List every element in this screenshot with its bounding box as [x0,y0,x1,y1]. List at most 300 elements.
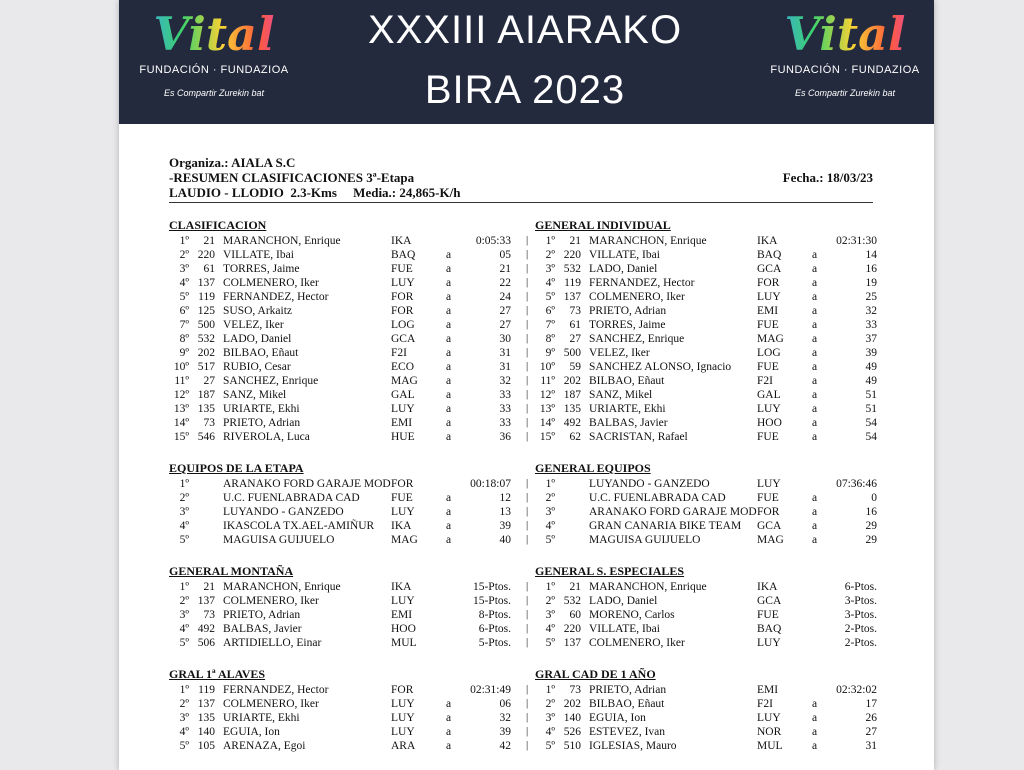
cell-value: 0 [871,492,877,504]
cell-dorsal: 140 [563,712,581,724]
cell-value: 33 [499,417,511,429]
cell-name: URIARTE, Ekhi [589,403,666,415]
cell-name: TORRES, Jaime [589,319,666,331]
section-title: EQUIPOS DE LA ETAPA [169,461,304,475]
cell-team: MAG [391,534,418,546]
cell-name: VILLATE, Ibai [589,249,660,261]
cell-team: F2I [757,698,773,710]
column-separator: | [526,622,529,634]
cell-a: a [812,305,818,317]
cell-dorsal: 62 [569,431,581,443]
cell-dorsal: 119 [198,291,215,303]
cell-pos: 4º [179,520,189,532]
cell-pos: 5º [545,291,555,303]
cell-a: a [446,291,452,303]
cell-name: MARANCHON, Enrique [223,581,341,593]
cell-a: a [446,263,452,275]
cell-dorsal: 220 [563,249,581,261]
cell-value: 27 [865,726,877,738]
cell-pos: 5º [545,740,555,752]
cell-pos: 1º [179,235,189,247]
table-row [169,636,514,650]
column-separator: | [526,739,529,751]
cell-value: 8-Ptos. [478,609,511,621]
cell-dorsal: 506 [197,637,215,649]
cell-team: LUY [391,698,415,710]
table-row [169,725,514,739]
cell-team: LUY [391,277,415,289]
table-row [169,622,514,636]
column-separator: | [526,697,529,709]
cell-pos: 1º [545,478,555,490]
cell-name: ARANAKO FORD GARAJE MOD [223,478,391,490]
logo-tagline: Es Compartir Zurekin bat [794,88,896,98]
table-row [535,739,880,753]
section-title: GENERAL MONTAÑA [169,564,294,578]
column-separator: | [526,388,529,400]
table-row [535,248,880,262]
cell-name: LUYANDO - GANZEDO [589,478,710,490]
cell-name: PRIETO, Adrian [589,684,667,696]
cell-a: a [812,347,818,359]
cell-name: BALBAS, Javier [223,623,302,635]
cell-name: FERNANDEZ, Hector [223,291,329,303]
cell-value: 36 [499,431,511,443]
cell-team: FOR [391,684,414,696]
cell-a: a [446,534,452,546]
table-row [535,725,880,739]
cell-a: a [446,506,452,518]
table-row [535,636,880,650]
table-row [169,332,514,346]
cell-value: 02:32:02 [836,684,877,696]
table-row [535,519,880,533]
table-row [169,290,514,304]
section-title: GENERAL INDIVIDUAL [535,218,671,232]
cell-team: EMI [757,684,779,696]
cell-pos: 4º [179,623,189,635]
cell-name: VELEZ, Iker [223,319,284,331]
cell-pos: 10º [173,361,189,373]
cell-dorsal: 119 [198,684,215,696]
logo-tagline: Es Compartir Zurekin bat [163,88,265,98]
cell-a: a [812,319,818,331]
column-separator: | [526,594,529,606]
cell-team: NOR [757,726,782,738]
cell-value: 3-Ptos. [844,609,877,621]
table-row [169,608,514,622]
cell-pos: 2º [545,595,555,607]
cell-name: FERNANDEZ, Hector [223,684,329,696]
column-separator: | [526,725,529,737]
cell-team: MUL [757,740,783,752]
cell-a: a [446,305,452,317]
cell-pos: 3º [179,712,189,724]
cell-team: GCA [757,595,782,607]
cell-a: a [446,319,452,331]
cell-a: a [812,534,818,546]
cell-pos: 1º [179,684,189,696]
cell-name: TORRES, Jaime [223,263,300,275]
cell-a: a [446,492,452,504]
logo-brand: Vital [134,6,294,62]
cell-pos: 5º [545,637,555,649]
table-row [535,346,880,360]
cell-dorsal: 135 [197,403,215,415]
column-separator: | [526,533,529,545]
table-row [535,430,880,444]
cell-name: LUYANDO - GANZEDO [223,506,344,518]
column-separator: | [526,636,529,648]
cell-name: URIARTE, Ekhi [223,712,300,724]
event-title [290,0,760,120]
table-row [169,697,514,711]
section-title: GENERAL S. ESPECIALES [535,564,685,578]
cell-pos: 7º [179,319,189,331]
column-separator: | [526,360,529,372]
cell-team: HOO [391,623,416,635]
cell-a: a [812,375,818,387]
cell-dorsal: 27 [203,375,215,387]
cell-pos: 9º [545,347,555,359]
cell-dorsal: 119 [564,277,581,289]
cell-dorsal: 546 [197,431,215,443]
cell-a: a [812,417,818,429]
cell-name: VELEZ, Iker [589,347,650,359]
section-gral-alaves [169,667,514,753]
cell-team: LUY [757,291,781,303]
column-separator: | [526,608,529,620]
cell-team: HUE [391,431,415,443]
cell-name: VILLATE, Ibai [589,623,660,635]
cell-value: 0:05:33 [475,235,511,247]
cell-dorsal: 202 [197,347,215,359]
cell-team: IKA [757,235,778,247]
cell-name: FERNANDEZ, Hector [589,277,695,289]
table-row [535,388,880,402]
table-row [169,477,514,491]
cell-pos: 4º [545,277,555,289]
cell-dorsal: 187 [563,389,581,401]
section-general-individual [535,218,880,444]
cell-value: 54 [865,417,877,429]
cell-team: FUE [757,319,779,331]
cell-pos: 5º [179,740,189,752]
cell-team: GCA [757,263,782,275]
section-title: GENERAL EQUIPOS [535,461,651,475]
cell-pos: 4º [545,520,555,532]
cell-team: FUE [757,361,779,373]
cell-pos: 6º [179,305,189,317]
cell-value: 42 [499,740,511,752]
cell-name: BILBAO, Eñaut [223,347,299,359]
cell-dorsal: 137 [197,595,215,607]
cell-dorsal: 532 [563,263,581,275]
table-row [169,360,514,374]
section-clasificacion [169,218,514,444]
cell-pos: 14º [539,417,555,429]
event-title-line2: BIRA 2023 [424,68,626,112]
cell-pos: 1º [179,478,189,490]
table-row [169,416,514,430]
cell-team: LUY [391,595,415,607]
cell-team: EMI [391,417,413,429]
section-general-montana [169,564,514,650]
cell-a: a [812,506,818,518]
cell-value: 32 [499,712,511,724]
cell-dorsal: 73 [203,417,215,429]
table-row [169,234,514,248]
cell-pos: 3º [545,609,555,621]
table-row [169,430,514,444]
cell-name: EGUIA, Ion [223,726,280,738]
cell-team: GAL [391,389,415,401]
table-row [169,374,514,388]
cell-pos: 3º [179,263,189,275]
cell-value: 32 [499,375,511,387]
cell-name: PRIETO, Adrian [223,417,301,429]
cell-name: SACRISTAN, Rafael [589,431,688,443]
cell-dorsal: 137 [197,698,215,710]
cell-name: BILBAO, Eñaut [589,375,665,387]
cell-pos: 1º [179,581,189,593]
cell-a: a [446,417,452,429]
cell-dorsal: 492 [197,623,215,635]
cell-value: 49 [865,375,877,387]
cell-value: 12 [499,492,511,504]
cell-pos: 14º [173,417,189,429]
cell-name: MARANCHON, Enrique [589,235,707,247]
cell-a: a [446,277,452,289]
cell-a: a [812,277,818,289]
cell-a: a [812,333,818,345]
table-row [535,416,880,430]
cell-a: a [812,389,818,401]
column-separator: | [526,304,529,316]
cell-value: 13 [499,506,511,518]
cell-team: BAQ [391,249,416,261]
cell-dorsal: 532 [197,333,215,345]
cell-value: 14 [865,249,877,261]
table-row [535,374,880,388]
cell-a: a [812,698,818,710]
cell-name: LADO, Daniel [589,263,658,275]
cell-pos: 5º [179,637,189,649]
cell-a: a [446,698,452,710]
cell-team: MAG [757,333,784,345]
cell-pos: 15º [539,431,555,443]
column-separator: | [526,234,529,246]
cell-name: RUBIO, Cesar [223,361,291,373]
cell-dorsal: 202 [563,698,581,710]
cell-a: a [446,431,452,443]
column-separator: | [526,402,529,414]
cell-dorsal: 137 [563,637,581,649]
column-separator: | [526,374,529,386]
cell-pos: 8º [179,333,189,345]
table-row [535,360,880,374]
cell-pos: 13º [173,403,189,415]
event-title-line1: XXXIII AIARAKO [367,8,683,52]
section-general-equipos [535,461,880,547]
table-row [169,402,514,416]
cell-pos: 2º [179,492,189,504]
section-general-especiales [535,564,880,650]
cell-dorsal: 532 [563,595,581,607]
cell-team: EMI [757,305,779,317]
table-row [535,304,880,318]
cell-name: PRIETO, Adrian [589,305,667,317]
cell-team: IKA [391,520,412,532]
cell-value: 16 [865,506,877,518]
cell-pos: 11º [540,375,555,387]
cell-team: F2I [757,375,773,387]
column-separator: | [526,318,529,330]
cell-name: COLMENERO, Iker [589,637,685,649]
cell-dorsal: 500 [563,347,581,359]
cell-dorsal: 125 [197,305,215,317]
cell-value: 33 [865,319,877,331]
cell-name: PRIETO, Adrian [223,609,301,621]
cell-value: 6-Ptos. [844,581,877,593]
cell-dorsal: 73 [569,684,581,696]
cell-team: LUY [757,403,781,415]
cell-name: COLMENERO, Iker [223,277,319,289]
table-row [169,304,514,318]
cell-dorsal: 137 [563,291,581,303]
cell-a: a [446,347,452,359]
cell-pos: 13º [539,403,555,415]
cell-team: FUE [757,609,779,621]
cell-dorsal: 140 [197,726,215,738]
cell-pos: 4º [545,726,555,738]
column-separator: | [526,346,529,358]
cell-dorsal: 21 [569,235,581,247]
table-row [535,491,880,505]
table-row [169,683,514,697]
cell-value: 37 [865,333,877,345]
cell-value: 22 [499,277,511,289]
cell-name: SUSO, Arkaitz [223,305,292,317]
cell-value: 19 [865,277,877,289]
cell-pos: 3º [545,263,555,275]
cell-dorsal: 187 [197,389,215,401]
cell-pos: 1º [545,235,555,247]
cell-dorsal: 492 [563,417,581,429]
cell-a: a [812,726,818,738]
cell-pos: 2º [545,698,555,710]
table-row [535,533,880,547]
table-row [169,594,514,608]
cell-a: a [812,492,818,504]
cell-team: LUY [391,506,415,518]
cell-name: URIARTE, Ekhi [223,403,300,415]
cell-team: FOR [391,478,414,490]
cell-value: 07:36:46 [836,478,877,490]
cell-pos: 2º [179,249,189,261]
cell-dorsal: 510 [563,740,581,752]
logo-sub: FUNDACIÓN · FUNDAZIOA [139,64,289,76]
cell-value: 02:31:30 [836,235,877,247]
cell-dorsal: 21 [203,581,215,593]
cell-pos: 2º [545,492,555,504]
table-row [169,533,514,547]
cell-pos: 9º [179,347,189,359]
cell-dorsal: 61 [203,263,215,275]
cell-team: IKA [391,235,412,247]
cell-team: LUY [757,637,781,649]
cell-value: 3-Ptos. [844,595,877,607]
cell-dorsal: 220 [563,623,581,635]
cell-team: IKA [757,581,778,593]
table-row [535,402,880,416]
cell-a: a [812,520,818,532]
table-row [535,622,880,636]
table-row [535,332,880,346]
table-row [535,711,880,725]
cell-team: FUE [391,492,413,504]
cell-name: EGUIA, Ion [589,712,646,724]
section-title: GRAL CAD DE 1 AÑO [535,667,656,681]
cell-value: 30 [499,333,511,345]
cell-a: a [446,375,452,387]
column-separator: | [526,711,529,723]
cell-team: GCA [391,333,416,345]
cell-a: a [446,520,452,532]
table-row [535,290,880,304]
cell-team: FOR [757,506,780,518]
cell-a: a [446,726,452,738]
cell-a: a [812,291,818,303]
cell-name: GRAN CANARIA BIKE TEAM [589,520,742,532]
column-separator: | [526,416,529,428]
table-row [535,594,880,608]
cell-team: MAG [391,375,418,387]
cell-value: 25 [865,291,877,303]
cell-team: FOR [391,305,414,317]
cell-team: MAG [757,534,784,546]
cell-name: ARENAZA, Egoi [223,740,306,752]
table-row [169,346,514,360]
cell-team: FUE [391,263,413,275]
cell-team: BAQ [757,623,782,635]
header-divider [169,202,873,203]
cell-name: LADO, Daniel [589,595,658,607]
cell-pos: 12º [173,389,189,401]
cell-team: ARA [391,740,416,752]
summary-title: -RESUMEN CLASIFICACIONES 3ª-Etapa [169,170,415,185]
cell-dorsal: 137 [197,277,215,289]
cell-a: a [446,361,452,373]
section-gral-cad [535,667,880,753]
cell-value: 33 [499,403,511,415]
table-row [535,608,880,622]
cell-team: LUY [757,712,781,724]
cell-dorsal: 202 [563,375,581,387]
cell-pos: 3º [545,506,555,518]
column-separator: | [526,332,529,344]
cell-pos: 5º [179,291,189,303]
column-separator: | [526,430,529,442]
cell-team: FOR [757,277,780,289]
cell-team: ECO [391,361,414,373]
cell-name: SANCHEZ, Enrique [223,375,319,387]
cell-name: LADO, Daniel [223,333,292,345]
cell-name: ARANAKO FORD GARAJE MOD [589,506,757,518]
table-row [535,262,880,276]
cell-value: 2-Ptos. [844,637,877,649]
cell-a: a [446,389,452,401]
